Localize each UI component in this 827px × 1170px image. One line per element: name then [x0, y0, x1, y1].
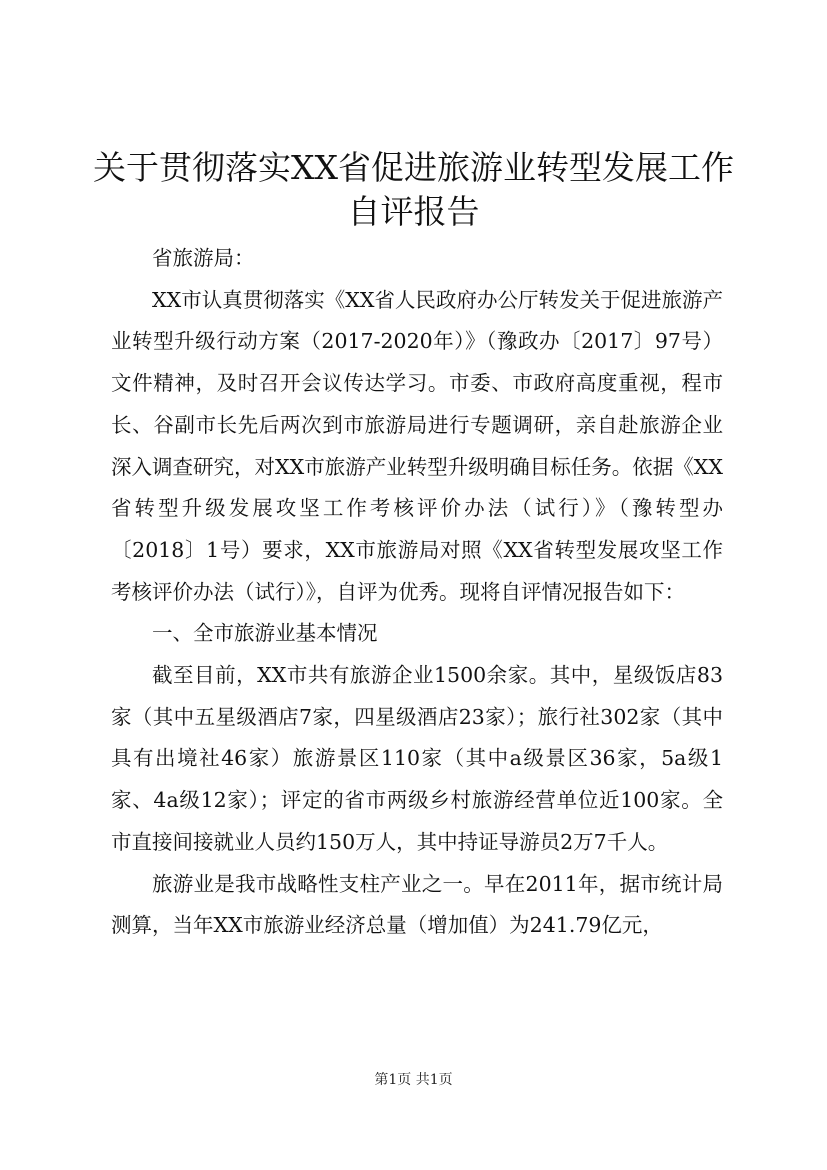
paragraph-pillar-industry: 旅游业是我市战略性支柱产业之一。早在2011年，据市统计局测算，当年XX市旅游业经济总量（增加值）为241.79亿元，: [111, 871, 723, 938]
paragraph-intro: XX市认真贯彻落实《XX省人民政府办公厅转发关于促进旅游产业转型升级行动方案（2017-2020年）》（豫政办〔2017〕97号）文件精神，及时召开会议传达学习。市委、市政府高度重视，程市长、谷副市长先后两次到市旅游局进行专题调研，亲自赴旅游企业深入调查研究，对XX市旅游产业转型升级明确目标任务。依据《XX省转型升级发展攻坚工作考核评价办法（试行）》（豫转型办〔2018〕1号）要求，XX市旅游局对照《XX省转型发展攻坚工作考核评价办法（试行）》，自评为优秀。现将自评情况报告如下：: [111, 287, 723, 604]
section-heading-1: 一、全市旅游业基本情况: [152, 621, 378, 646]
document-title: [90, 146, 737, 234]
document-body: [111, 238, 723, 947]
page-footer: 第1页 共1页: [374, 1072, 453, 1088]
salutation: 省旅游局：: [152, 246, 255, 270]
title-line-2: 自评报告: [347, 192, 480, 231]
paragraph-basic-info: 截至目前，XX市共有旅游企业1500余家。其中，星级饭店83家（其中五星级酒店7家，四星级酒店23家）；旅行社302家（其中具有出境社46家）旅游景区110家（其中a级景区36家，5a级1家、4a级12家）；评定的省市两级乡村旅游经营单位近100家。全市直接间接就业人员约150万人，其中持证导游员2万7千人。: [111, 663, 723, 854]
title-line-1: 关于贯彻落实XX省促进旅游业转型发展工作: [93, 148, 734, 187]
